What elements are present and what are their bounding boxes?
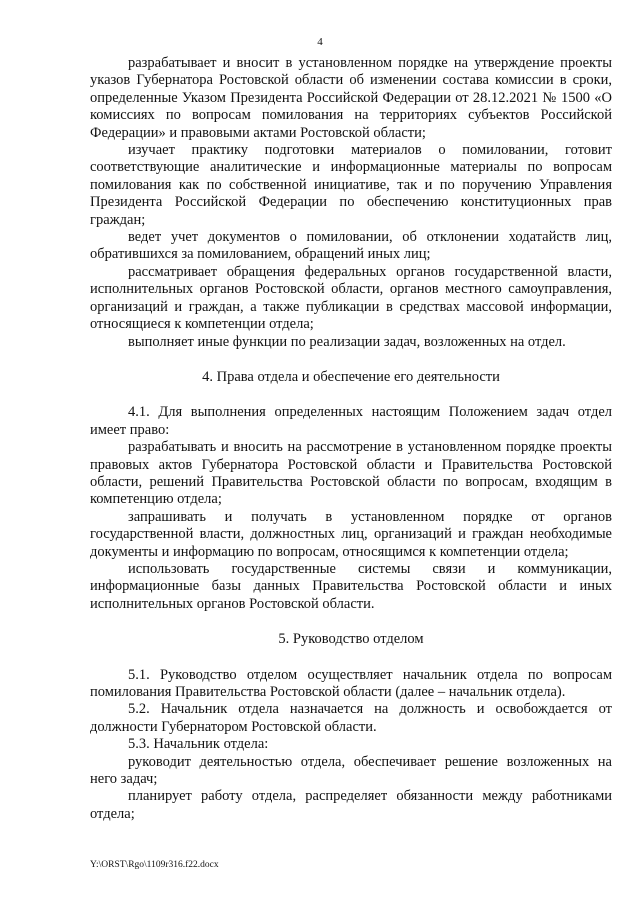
section-4-heading: 4. Права отдела и обеспечение его деятельности (202, 368, 500, 385)
paragraph: 5.2. Начальник отдела назначается на должность и освобождается от должности Губернатором Ростовской области. (90, 701, 612, 735)
section-5-heading: 5. Руководство отделом (278, 631, 424, 648)
list-item: ведет учет документов о помиловании, об отклонении ходатайств лиц, обратившихся за помилованием, обращений иных лиц; (90, 229, 612, 263)
list-item: использовать государственные системы связи и коммуникации, информационные базы данных Правительства Ростовской области и иных исполнительных органов Ростовской области. (90, 560, 612, 612)
list-item: рассматривает обращения федеральных органов государственной власти, исполнительных органов Ростовской области, органов местного самоуправления, организаций и граждан, а также публикации в средствах массовой информации, относящиеся к компетенции отдела; (90, 263, 612, 333)
list-item: планирует работу отдела, распределяет обязанности между работниками отдела; (90, 788, 612, 822)
list-item: руководит деятельностью отдела, обеспечивает решение возложенных на него задач; (90, 753, 612, 788)
page-number: 4 (317, 36, 323, 48)
paragraph: 5.3. Начальник отдела: (128, 736, 269, 753)
list-item: выполняет иные функции по реализации задач, возложенных на отдел. (128, 333, 566, 350)
section-4-intro: 4.1. Для выполнения определенных настоящим Положением задач отдел имеет право: (90, 404, 612, 438)
list-item: разрабатывает и вносит в установленном порядке на утверждение проекты указов Губернатора Ростовской области об изменении состава комиссии в сроки, определенные Указом Президента Российской Федерации от 28.12.2021 № 1500 «О комиссиях по вопросам помилования на территориях субъектов Российской Федерации» и правовыми актами Ростовской области; (90, 55, 612, 141)
paragraph: 5.1. Руководство отделом осуществляет начальник отдела по вопросам помилования Правительства Ростовской области (далее – начальник отдела). (90, 666, 612, 700)
list-item: изучает практику подготовки материалов о помиловании, готовит соответствующие аналитические и информационные материалы по вопросам помилования как по собственной инициативе, так и по поручению Управления Президента Российской Федерации по обеспечению конституционных прав граждан; (90, 142, 612, 228)
file-path-footer: Y:\ORST\Rgo\1109r316.f22.docx (90, 860, 219, 870)
list-item: запрашивать и получать в установленном порядке от органов государственной власти, должностных лиц, организаций и граждан необходимые документы и информацию по вопросам, относящимся к компетенции отдела; (90, 508, 612, 560)
document-body (90, 55, 612, 823)
list-item: разрабатывать и вносить на рассмотрение в установленном порядке проекты правовых актов Губернатора Ростовской области и Правительства Ростовской области, решений Правительства Ростовской области по вопросам, входящим в компетенцию отдела; (90, 439, 612, 508)
